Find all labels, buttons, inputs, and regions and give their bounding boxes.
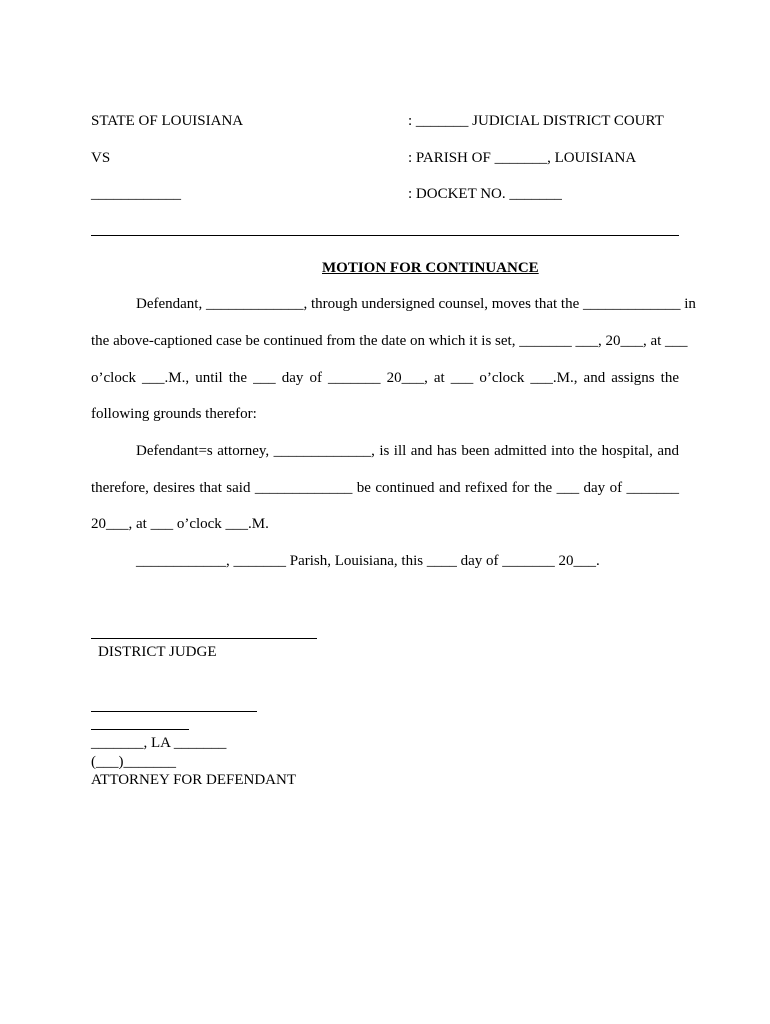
attorney-city: _______, LA _______ bbox=[91, 735, 227, 751]
caption-parish: : PARISH OF _______, LOUISIANA bbox=[408, 150, 637, 166]
caption-docket: : DOCKET NO. _______ bbox=[408, 186, 562, 202]
body-line-3: o’clock ___.M., until the ___ day of _______ 20___, at ___ o’clock ___.M., and assigns the bbox=[91, 370, 679, 386]
caption-state: STATE OF LOUISIANA bbox=[91, 113, 244, 129]
body-line-8: ____________, _______ Parish, Louisiana, this ____ day of _______ 20___. bbox=[136, 553, 600, 569]
caption-court: : _______ JUDICIAL DISTRICT COURT bbox=[408, 113, 664, 129]
attorney-signature-line bbox=[91, 711, 257, 712]
judge-signature-line bbox=[91, 638, 317, 639]
body-line-4: following grounds therefor: bbox=[91, 406, 257, 422]
caption-divider bbox=[91, 235, 679, 236]
attorney-address-line bbox=[91, 729, 189, 730]
body-line-6: therefore, desires that said _____________ be continued and refixed for the ___ day of _______ bbox=[91, 480, 679, 496]
attorney-label: ATTORNEY FOR DEFENDANT bbox=[91, 772, 297, 788]
body-line-1: Defendant, _____________, through undersigned counsel, moves that the _____________ in bbox=[136, 296, 696, 312]
document-title: MOTION FOR CONTINUANCE bbox=[322, 260, 539, 276]
body-line-7: 20___, at ___ o’clock ___.M. bbox=[91, 516, 269, 532]
caption-defendant-blank: ____________ bbox=[91, 186, 181, 202]
body-line-2: the above-captioned case be continued from the date on which it is set, _______ ___, 20___, at ___ bbox=[91, 333, 688, 349]
body-line-5: Defendant=s attorney, _____________, is ill and has been admitted into the hospital, and bbox=[136, 443, 679, 459]
judge-label: DISTRICT JUDGE bbox=[98, 644, 217, 660]
attorney-phone: (___)_______ bbox=[91, 754, 176, 770]
caption-vs: VS bbox=[91, 150, 111, 166]
